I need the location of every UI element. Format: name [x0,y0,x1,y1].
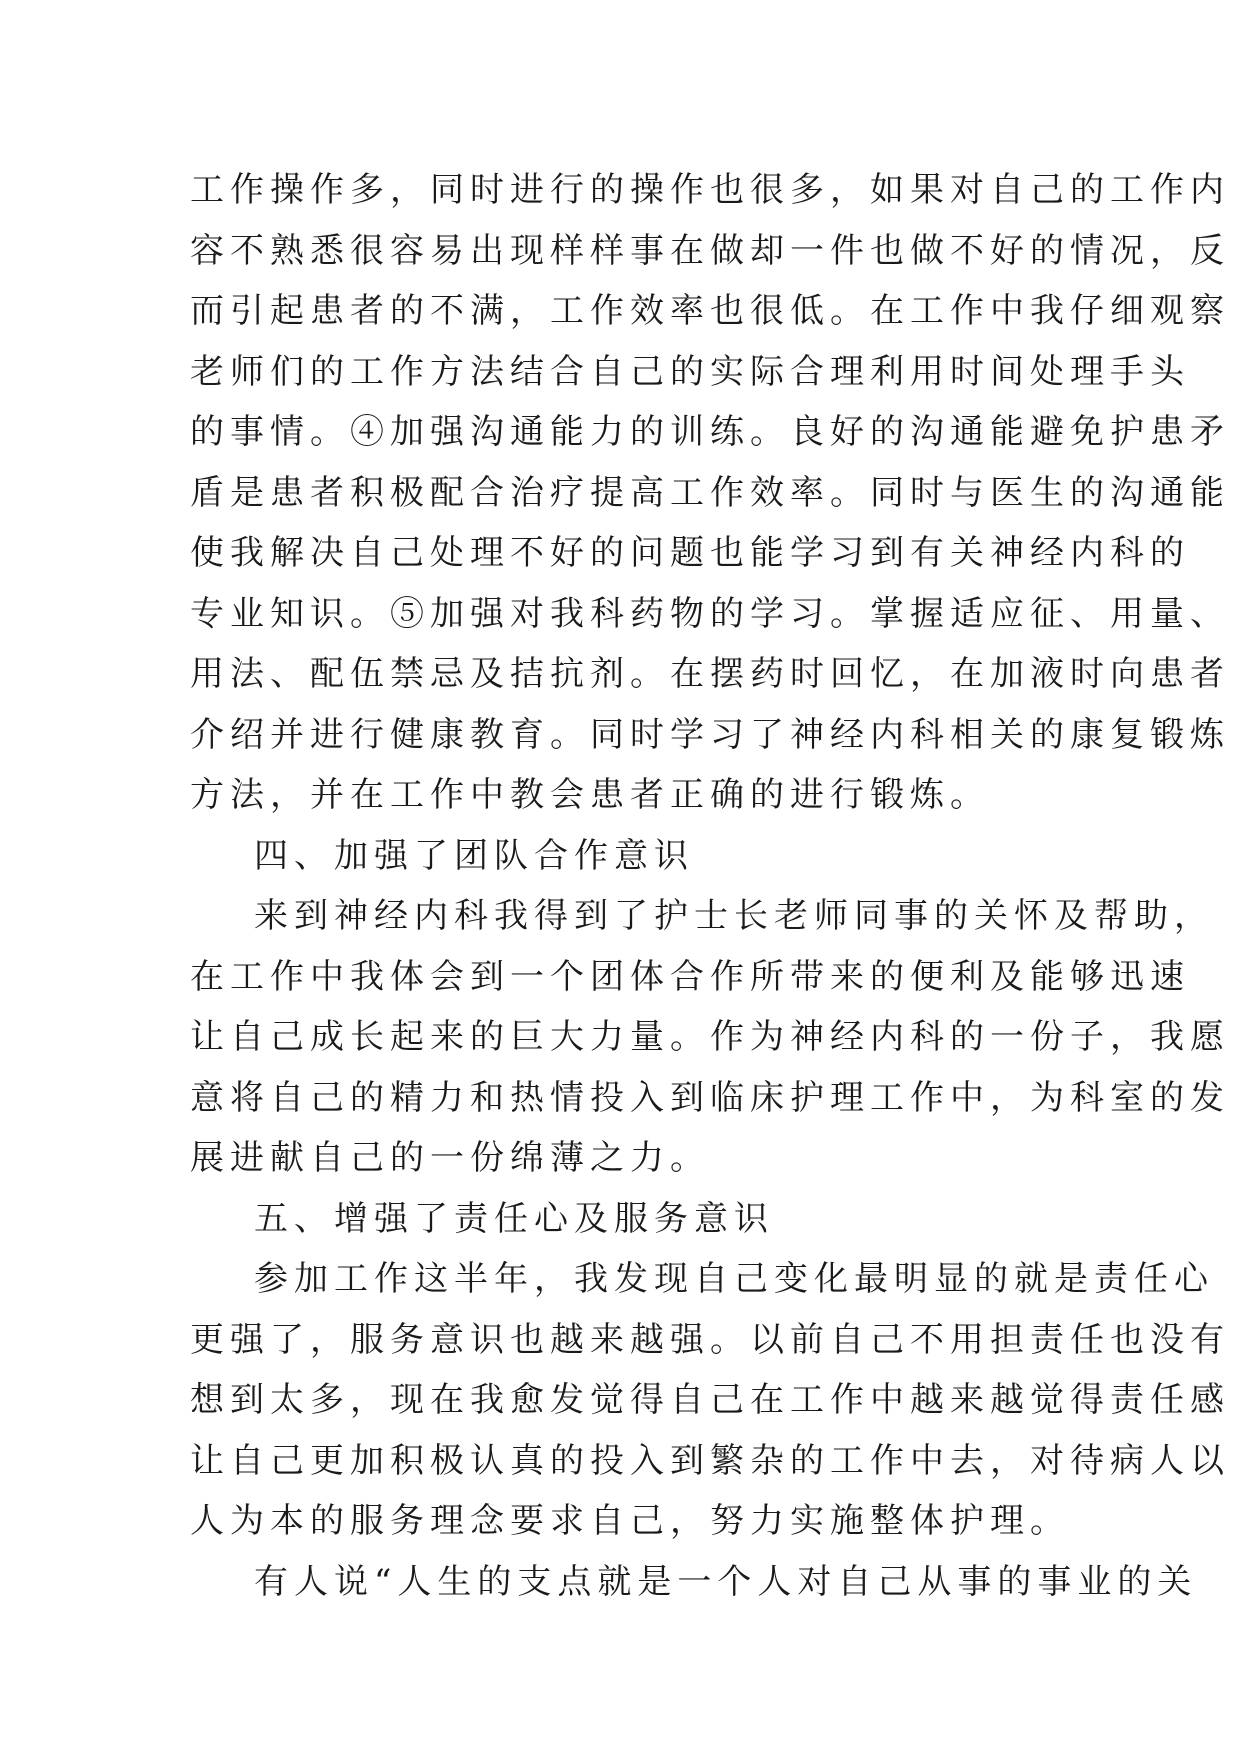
paragraph-line: 老师们的工作方法结合自己的实际合理利用时间处理手头 [190,351,1190,392]
paragraph-line-indented: 有人说“人生的支点就是一个人对自己从事的事业的关 [254,1561,1198,1602]
paragraph-line: 使我解决自己处理不好的问题也能学习到有关神经内科的 [190,533,1190,573]
body-text [190,160,1230,1612]
paragraph-line: 方法，并在工作中教会患者正确的进行锻炼。 [190,775,990,815]
paragraph-line-indented: 四、加强了团队合作意识 [254,835,694,876]
paragraph-line: 在工作中我体会到一个团体合作所带来的便利及能够迅速 [190,956,1190,997]
paragraph-line-indented: 参加工作这半年，我发现自己变化最明显的就是责任心 [254,1259,1214,1299]
paragraph-line: 想到太多，现在我愈发觉得自己在工作中越来越觉得责任感 [190,1380,1230,1420]
paragraph-line: 更强了，服务意识也越来越强。以前自己不用担责任也没有 [190,1319,1230,1360]
paragraph-line: 介绍并进行健康教育。同时学习了神经内科相关的康复锻炼 [190,714,1230,755]
paragraph-line: 用法、配伍禁忌及拮抗剂。在摆药时回忆，在加液时向患者 [190,654,1230,694]
paragraph-line: 盾是患者积极配合治疗提高工作效率。同时与医生的沟通能 [190,472,1230,513]
paragraph-line-indented: 五、增强了责任心及服务意识 [254,1198,774,1239]
paragraph-line: 专业知识。⑤加强对我科药物的学习。掌握适应征、用量、 [190,593,1230,634]
paragraph-line-indented: 来到神经内科我得到了护士长老师同事的关怀及帮助， [254,896,1214,936]
paragraph-line: 工作操作多，同时进行的操作也很多，如果对自己的工作内 [190,170,1230,210]
paragraph-line: 人为本的服务理念要求自己，努力实施整体护理。 [190,1501,1070,1541]
paragraph-line: 意将自己的精力和热情投入到临床护理工作中，为科室的发 [190,1077,1230,1118]
paragraph-line: 的事情。④加强沟通能力的训练。良好的沟通能避免护患矛 [190,412,1230,452]
paragraph-line: 展进献自己的一份绵薄之力。 [190,1138,710,1178]
paragraph-line: 而引起患者的不满，工作效率也很低。在工作中我仔细观察 [190,291,1230,331]
paragraph-line: 容不熟悉很容易出现样样事在做却一件也做不好的情况，反 [190,230,1230,271]
paragraph-line: 让自己成长起来的巨大力量。作为神经内科的一份子，我愿 [190,1017,1230,1057]
paragraph-line: 让自己更加积极认真的投入到繁杂的工作中去，对待病人以 [190,1440,1230,1481]
